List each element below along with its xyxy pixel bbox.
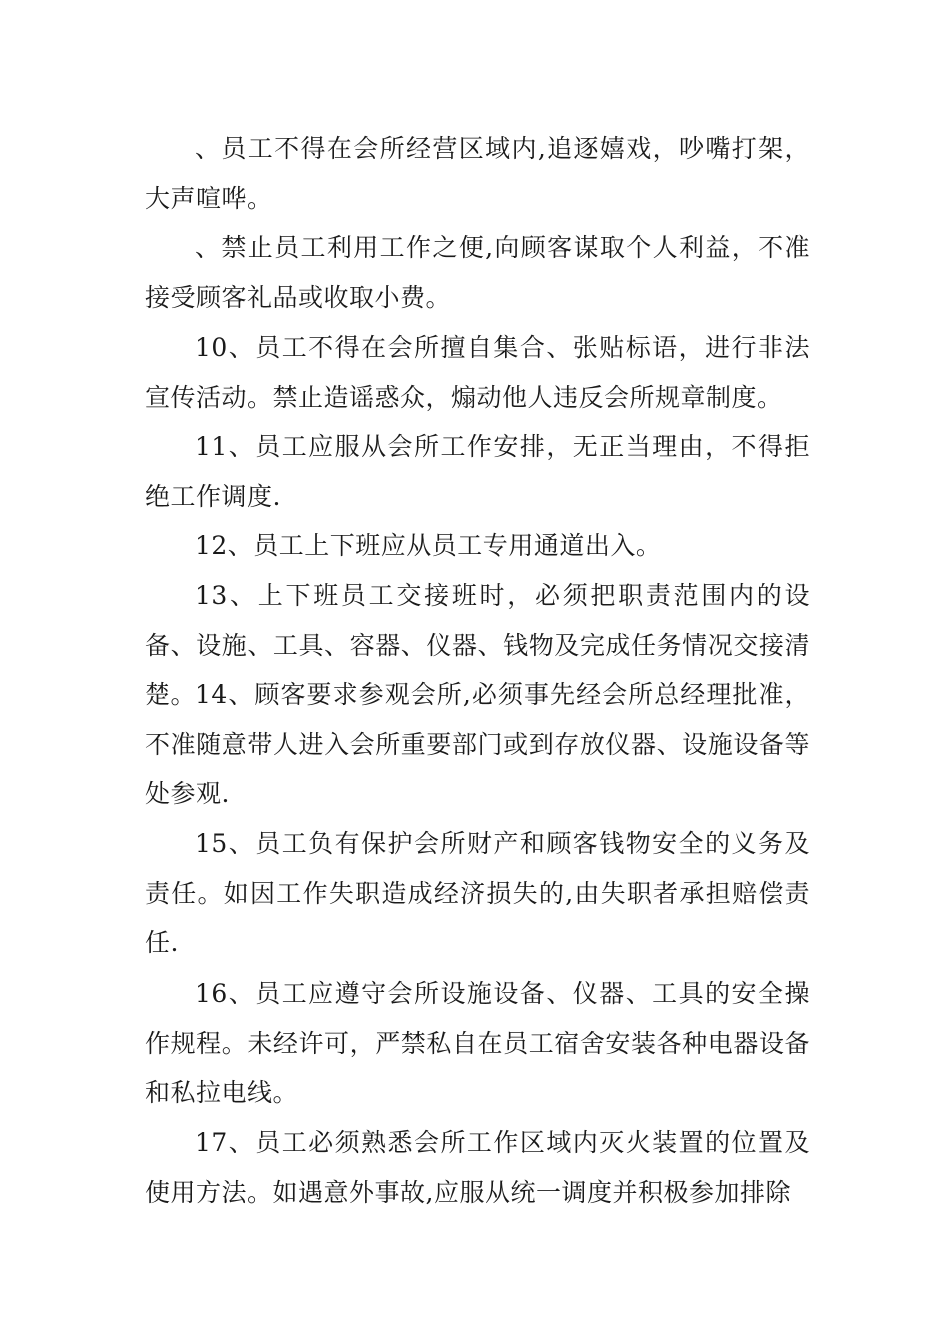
paragraph: 、员工不得在会所经营区域内,追逐嬉戏，吵嘴打架，大声喧哗。 (145, 134, 810, 213)
paragraph: 12、员工上下班应从员工专用通道出入。 (195, 531, 662, 560)
paragraph: 、禁止员工利用工作之便,向顾客谋取个人利益，不准接受顾客礼品或收取小费。 (145, 233, 810, 312)
paragraph: 15、员工负有保护会所财产和顾客钱物安全的义务及责任。如因工作失职造成经济损失的,由失职者承担赔偿责任. (145, 829, 810, 957)
paragraph: 14、顾客要求参观会所,必须事先经会所总经理批准，不准随意带人进入会所重要部门或到存放仪器、设施设备等处参观. (145, 680, 810, 808)
paragraph: 10、员工不得在会所擅自集合、张贴标语，进行非法宣传活动。禁止造谣惑众，煽动他人违反会所规章制度。 (145, 333, 810, 412)
paragraph: 16、员工应遵守会所设施设备、仪器、工具的安全操作规程。未经许可，严禁私自在员工宿舍安装各种电器设备和私拉电线。 (145, 979, 810, 1107)
paragraph: 11、员工应服从会所工作安排，无正当理由，不得拒绝工作调度. (145, 432, 810, 511)
paragraph: 13、上下班员工交接班时，必须把职责范围内的设备、设施、工具、容器、仪器、钱物及完成任务情况交接清楚。 (145, 581, 810, 709)
paragraph: 17、员工必须熟悉会所工作区域内灭火装置的位置及使用方法。如遇意外事故,应服从统一调度并积极参加排除 (145, 1128, 810, 1207)
